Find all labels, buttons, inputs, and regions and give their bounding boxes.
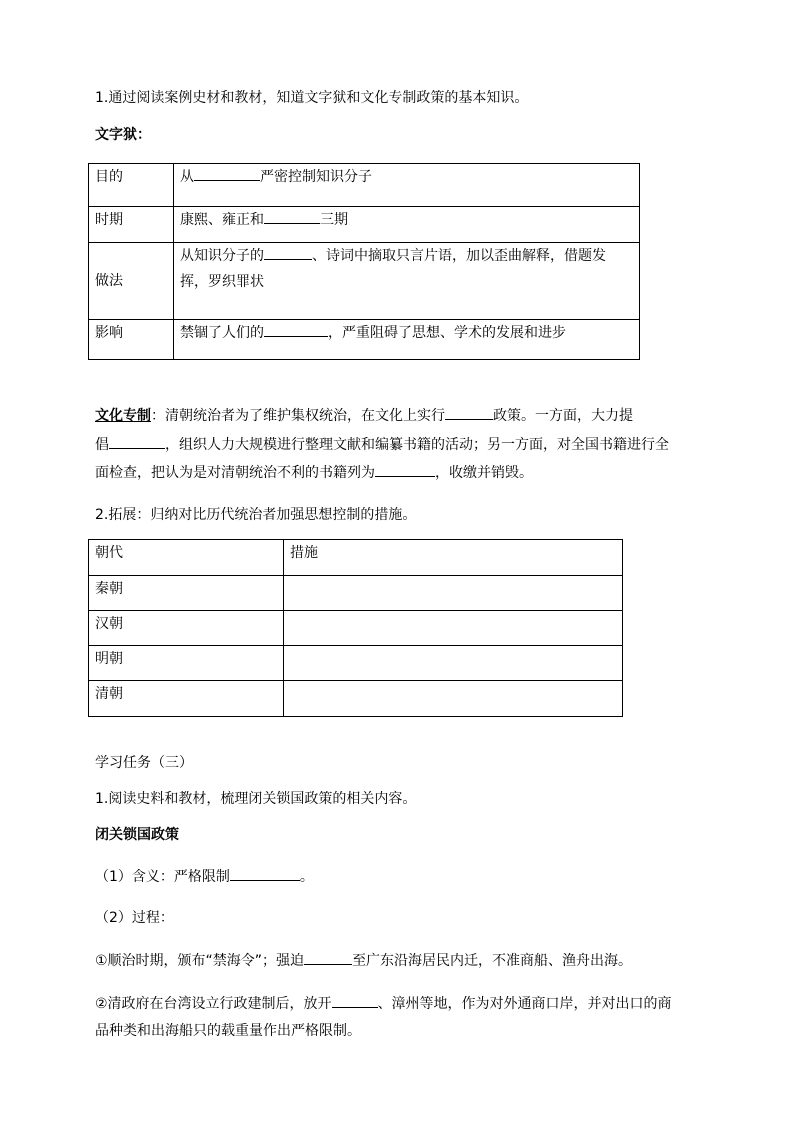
meaning-line: （1）含义：严格限制 。 <box>95 866 314 887</box>
row-label: 做法 <box>89 243 174 320</box>
fill-blank[interactable] <box>304 950 352 965</box>
table-row <box>89 164 640 207</box>
fill-blank[interactable] <box>445 405 493 420</box>
row-label: 目的 <box>89 164 174 207</box>
row-content: 从知识分子的 、诗词中摘取只言片语，加以歪曲解释，借题发 挥，罗织罪状 <box>174 243 640 320</box>
table-row <box>89 681 623 717</box>
dynasty-table <box>88 539 623 717</box>
fill-blank[interactable] <box>332 993 378 1008</box>
dynasty-cell: 清朝 <box>89 681 284 717</box>
wenhua-paragraph-line2: 倡 ，组织人力大规模进行整理文献和编纂书籍的活动；另一方面，对全国书籍进行全 <box>95 434 669 455</box>
dynasty-cell: 秦朝 <box>89 576 284 611</box>
row-content: 从 严密控制知识分子 <box>174 164 640 207</box>
row-label: 影响 <box>89 320 174 360</box>
table-row <box>89 207 640 243</box>
wenziyu-table <box>88 163 640 360</box>
fill-blank[interactable] <box>109 434 165 449</box>
table-row <box>89 646 623 681</box>
wenhua-paragraph-line1: 文化专制：清朝统治者为了维护集权统治，在文化上实行 政策。一方面，大力提 <box>95 405 633 426</box>
wenhua-paragraph-line3: 面检查，把认为是对清朝统治不利的书籍列为 ，收缴并销毁。 <box>95 462 533 483</box>
wenhua-label: 文化专制 <box>95 408 151 424</box>
process-step-2-line1: ②清政府在台湾设立行政建制后，放开 、漳州等地，作为对外通商口岸，并对出口的商 <box>95 993 672 1014</box>
table-row <box>89 611 623 646</box>
fill-blank[interactable] <box>264 245 312 260</box>
biguan-heading: 闭关锁国政策 <box>95 827 179 843</box>
table-row <box>89 540 623 576</box>
fill-blank[interactable] <box>194 166 260 181</box>
wenziyu-heading: 文字狱： <box>95 127 151 143</box>
table-row <box>89 243 640 320</box>
intro-objective-3: 1.阅读史料和教材，梳理闭关锁国政策的相关内容。 <box>95 791 417 807</box>
process-step-2-line2: 品种类和出海船只的载重量作出严格限制。 <box>95 1023 361 1039</box>
measure-cell[interactable] <box>284 611 623 646</box>
dynasty-cell: 汉朝 <box>89 611 284 646</box>
intro-objective-1: 1.通过阅读案例史材和教材，知道文字狱和文化专制政策的基本知识。 <box>95 90 529 106</box>
fill-blank[interactable] <box>230 866 300 881</box>
row-content: 禁锢了人们的 ，严重阻碍了思想、学术的发展和进步 <box>174 320 640 360</box>
header-dynasty: 朝代 <box>89 540 284 576</box>
task-3-heading: 学习任务（三） <box>95 755 193 771</box>
row-content: 康熙、雍正和 三期 <box>174 207 640 243</box>
dynasty-cell: 明朝 <box>89 646 284 681</box>
process-step-1: ①顺治时期，颁布“禁海令”；强迫 至广东沿海居民内迁，不准商船、渔舟出海。 <box>95 950 632 971</box>
header-measures: 措施 <box>284 540 623 576</box>
table-row <box>89 576 623 611</box>
expand-prompt: 2.拓展：归纳对比历代统治者加强思想控制的措施。 <box>95 507 417 523</box>
fill-blank[interactable] <box>264 209 320 224</box>
row-label: 时期 <box>89 207 174 243</box>
table-row <box>89 320 640 360</box>
process-heading: （2）过程： <box>95 910 174 926</box>
measure-cell[interactable] <box>284 576 623 611</box>
fill-blank[interactable] <box>264 322 328 337</box>
fill-blank[interactable] <box>375 462 435 477</box>
measure-cell[interactable] <box>284 646 623 681</box>
measure-cell[interactable] <box>284 681 623 717</box>
